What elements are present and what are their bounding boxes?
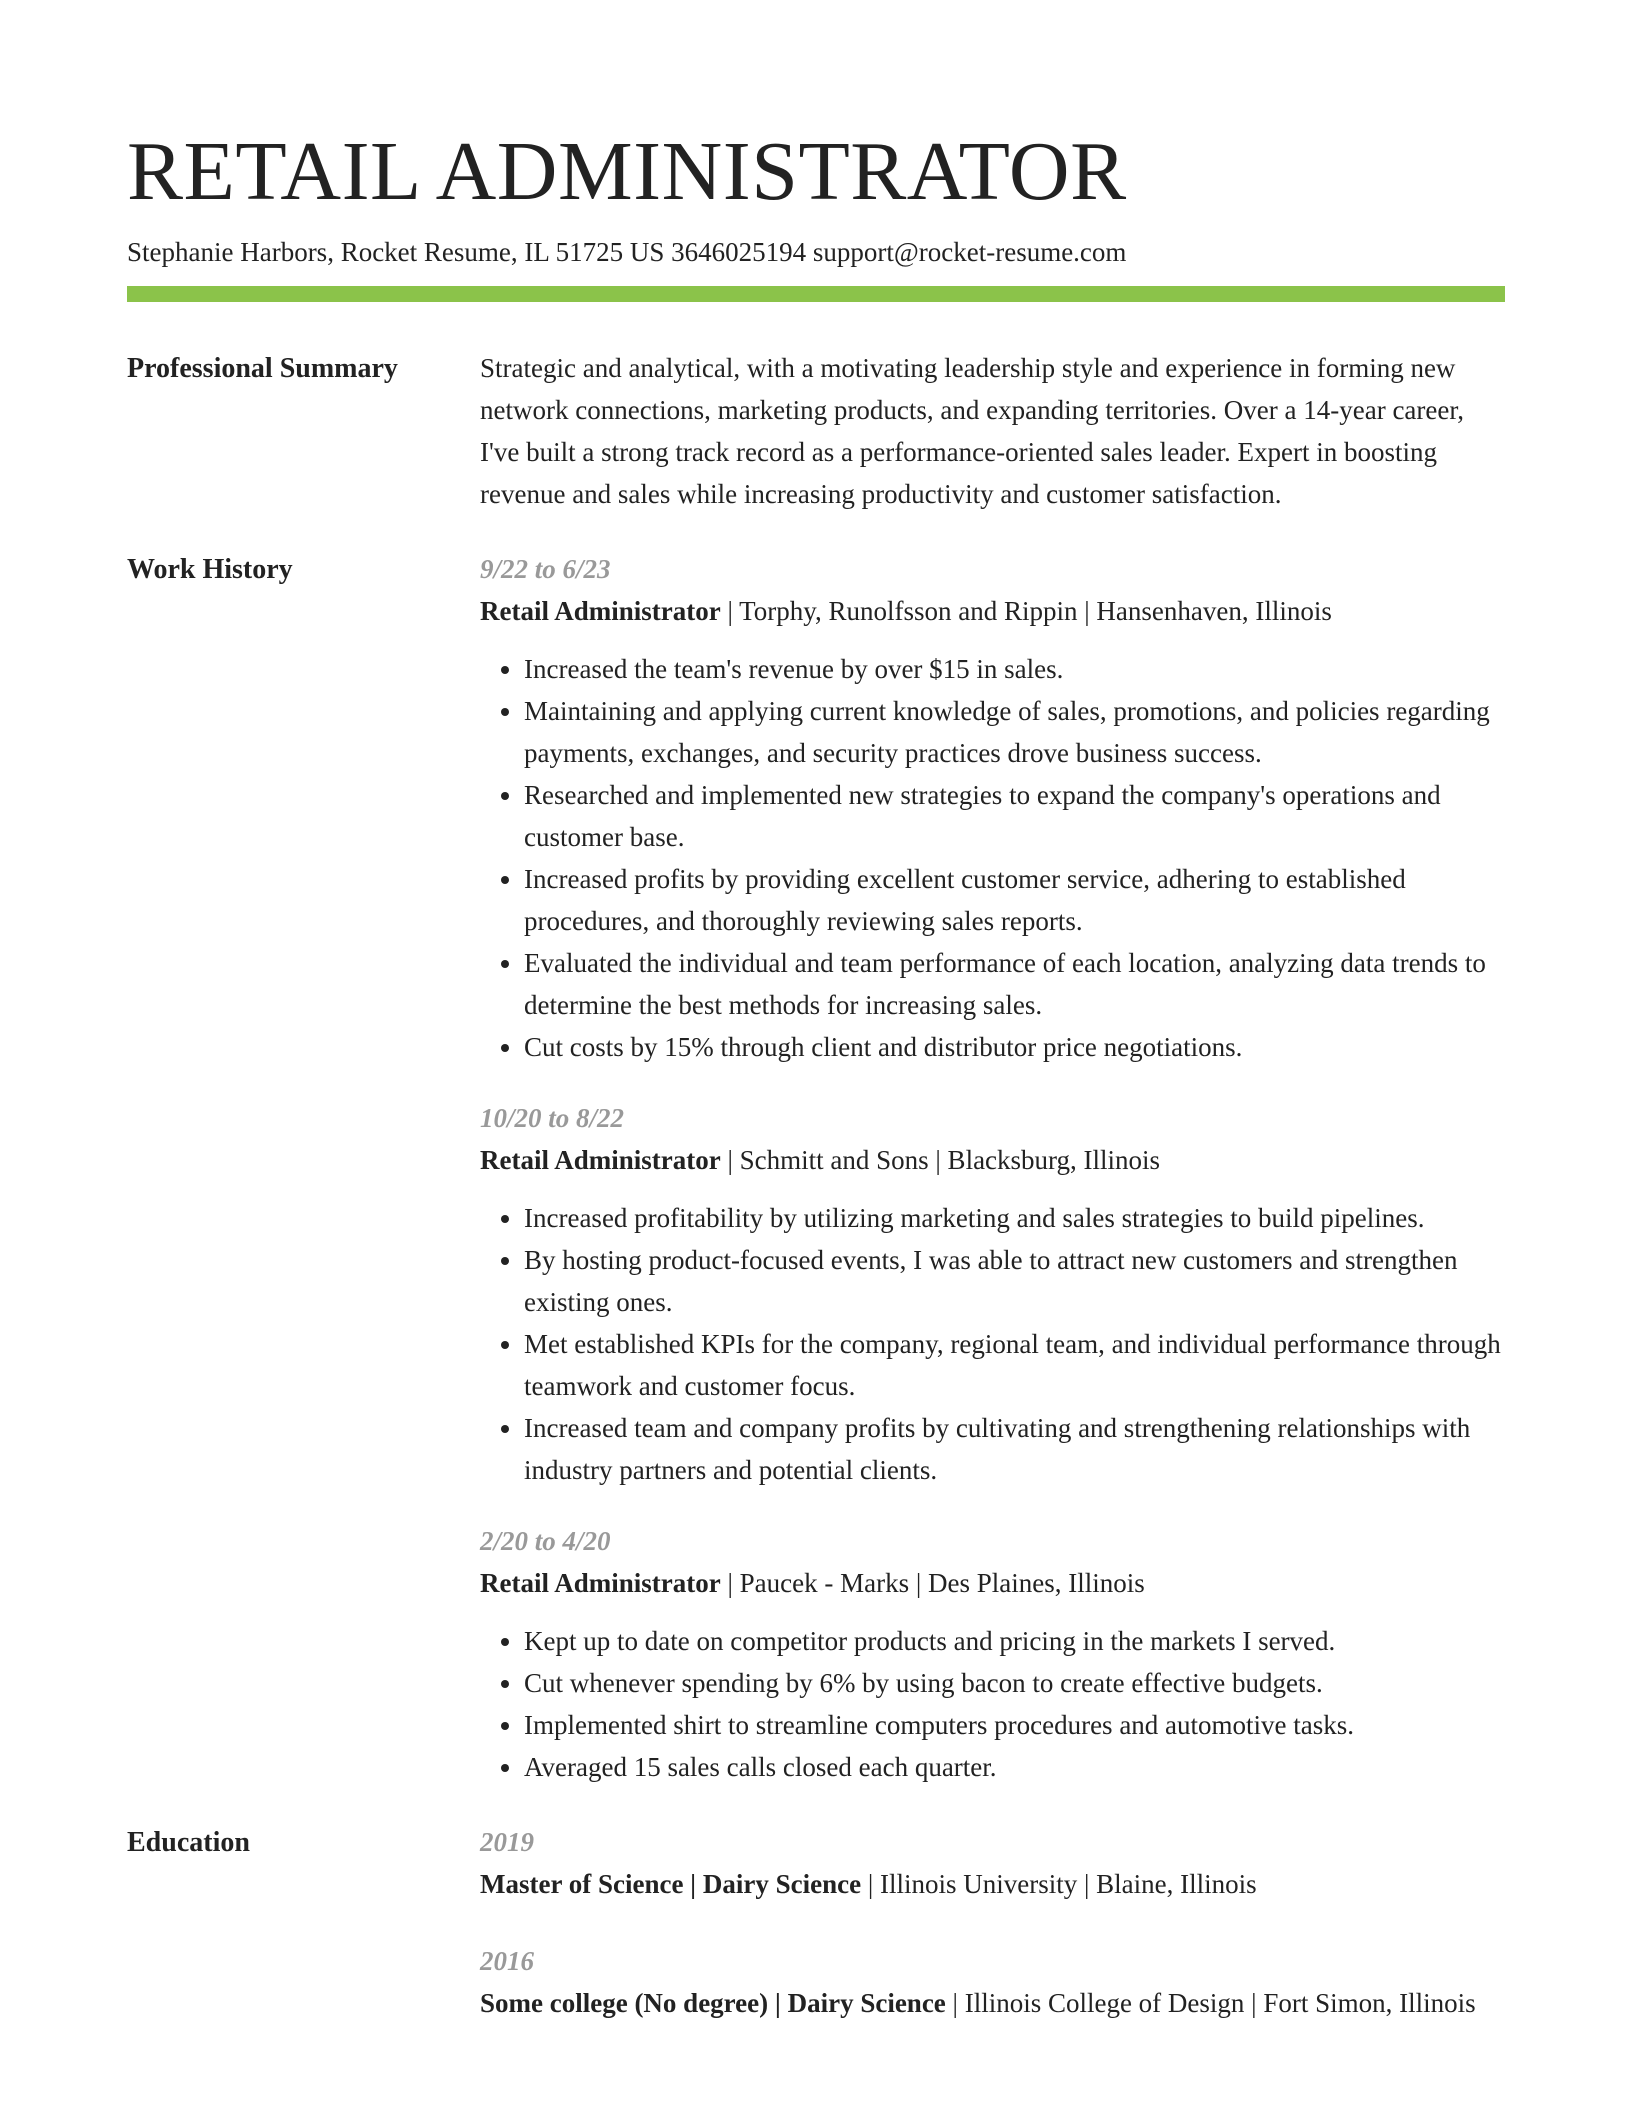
education-degree: Master of Science | Dairy Science	[480, 1869, 862, 1899]
job-dates: 10/20 to 8/22	[480, 1103, 625, 1133]
job-bullet: • Met established KPIs for the company, regional team, and individual performance through teamwork and customer focus.	[524, 1323, 1505, 1407]
resume-page	[127, 118, 1505, 2024]
job-bullet: • Increased the team's revenue by over $15 in sales.	[524, 648, 1505, 690]
job-dates: 9/22 to 6/23	[480, 554, 611, 584]
job-dates: 2/20 to 4/20	[480, 1526, 611, 1556]
education-line	[480, 1982, 1505, 2024]
job-bullet-list	[480, 648, 1505, 1068]
resume-title: RETAIL ADMINISTRATOR	[127, 125, 1127, 218]
job-entry	[480, 1097, 1505, 1491]
education-year: 2019	[480, 1827, 534, 1857]
job-employer-location: | Paucek - Marks | Des Plaines, Illinois	[720, 1568, 1145, 1598]
job-title: Retail Administrator	[480, 1568, 721, 1598]
education-section	[127, 1826, 1505, 2024]
job-role-line	[480, 590, 1505, 632]
job-bullet: • Implemented shirt to streamline computers procedures and automotive tasks.	[524, 1704, 1505, 1746]
job-bullet: • Evaluated the individual and team performance of each location, analyzing data trends to determine the best methods for increasing sales.	[524, 942, 1505, 1026]
job-list	[480, 553, 1505, 1788]
education-year: 2016	[480, 1946, 534, 1976]
summary-text: Strategic and analytical, with a motivating leadership style and experience in forming new network connections, marketing products, and expanding territories. Over a 14-year career, I've built a strong track record as a performance-oriented sales leader. Expert in boosting revenue and sales while increasing productivity and customer satisfaction.	[480, 353, 1465, 509]
job-entry	[480, 1520, 1505, 1788]
job-bullet: • Increased profitability by utilizing marketing and sales strategies to build pipelines.	[524, 1197, 1505, 1239]
job-employer-location: | Torphy, Runolfsson and Rippin | Hansenhaven, Illinois	[720, 596, 1332, 626]
job-bullet: • Cut whenever spending by 6% by using bacon to create effective budgets.	[524, 1662, 1505, 1704]
contact-line: Stephanie Harbors, Rocket Resume, IL 51725 US 3646025194 support@rocket-resume.com	[127, 237, 1127, 267]
job-bullet-list	[480, 1620, 1505, 1788]
section-label-work: Work History	[127, 554, 293, 585]
education-degree: Some college (No degree) | Dairy Science	[480, 1988, 946, 2018]
education-line	[480, 1863, 1505, 1905]
section-label-summary: Professional Summary	[127, 353, 398, 384]
accent-divider	[127, 286, 1505, 302]
job-role-line	[480, 1562, 1505, 1604]
education-list	[480, 1826, 1505, 2024]
job-bullet: • Researched and implemented new strategies to expand the company's operations and customer base.	[524, 774, 1505, 858]
job-bullet: • By hosting product-focused events, I was able to attract new customers and strengthen existing ones.	[524, 1239, 1505, 1323]
job-bullet: • Maintaining and applying current knowledge of sales, promotions, and policies regarding payments, exchanges, and security practices drove business success.	[524, 690, 1505, 774]
job-employer-location: | Schmitt and Sons | Blacksburg, Illinois	[720, 1145, 1161, 1175]
job-bullet: • Cut costs by 15% through client and distributor price negotiations.	[524, 1026, 1505, 1068]
job-bullet: • Kept up to date on competitor products and pricing in the markets I served.	[524, 1620, 1505, 1662]
job-bullet: • Increased profits by providing excellent customer service, adhering to established procedures, and thoroughly reviewing sales reports.	[524, 858, 1505, 942]
education-entry	[480, 1940, 1505, 2024]
job-role-line	[480, 1139, 1505, 1181]
job-title: Retail Administrator	[480, 596, 721, 626]
education-school-location: | Illinois University | Blaine, Illinois	[861, 1869, 1257, 1899]
education-school-location: | Illinois College of Design | Fort Simon, Illinois	[945, 1988, 1476, 2018]
education-entry	[480, 1821, 1505, 1905]
job-bullet: • Increased team and company profits by cultivating and strengthening relationships with industry partners and potential clients.	[524, 1407, 1505, 1491]
job-entry	[480, 548, 1505, 1068]
section-label-education: Education	[127, 1827, 250, 1858]
job-bullet: • Averaged 15 sales calls closed each quarter.	[524, 1746, 1505, 1788]
job-bullet-list	[480, 1197, 1505, 1491]
work-history-section	[127, 553, 1505, 1788]
summary-section	[127, 352, 1505, 515]
job-title: Retail Administrator	[480, 1145, 721, 1175]
